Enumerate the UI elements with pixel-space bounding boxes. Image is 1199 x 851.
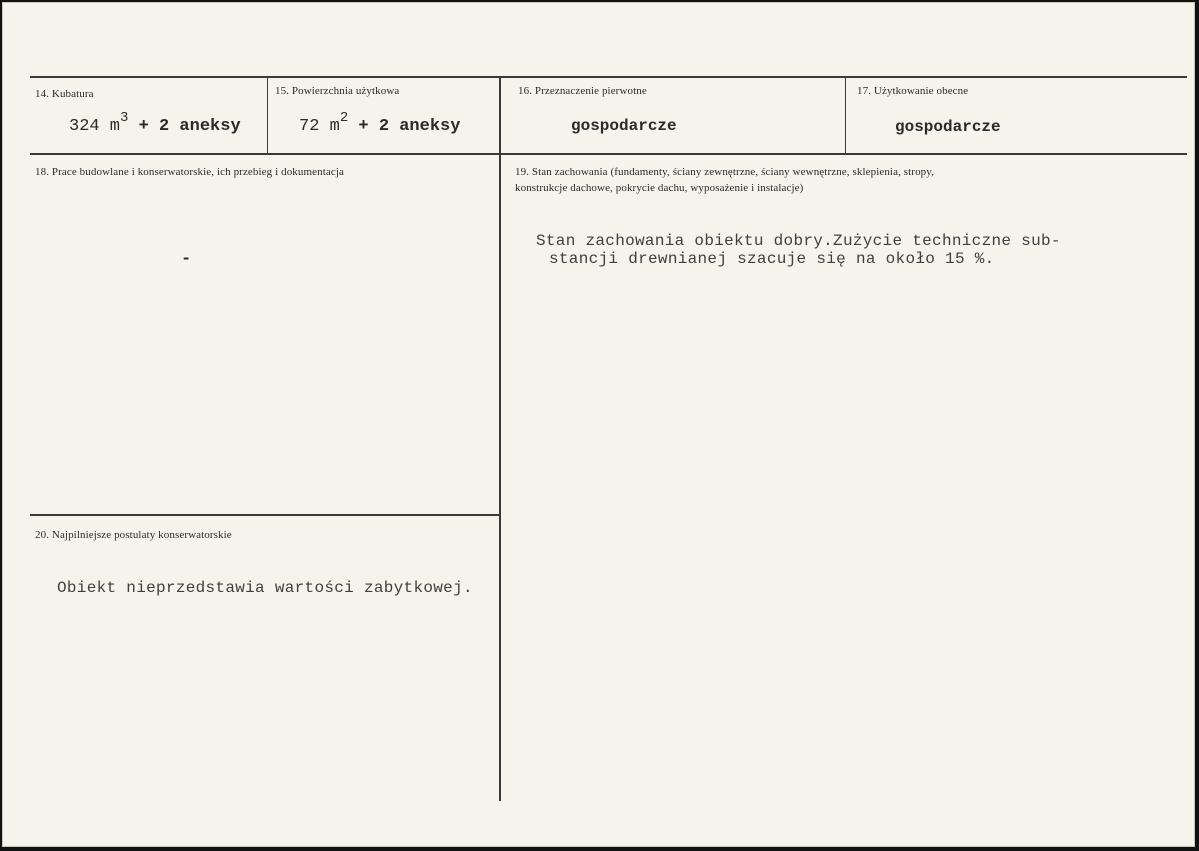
field-15-label: 15. Powierzchnia użytkowa — [275, 85, 400, 97]
field-18-label: 18. Prace budowlane i konserwatorskie, ich przebieg i dokumentacja — [35, 166, 344, 178]
divider-15-16 — [499, 77, 501, 801]
field-14-exponent: 3 — [120, 110, 129, 126]
field-20-label: 20. Najpilniejsze postulaty konserwatorskie — [35, 529, 232, 541]
divider-16-17 — [845, 77, 846, 154]
field-15-rest: + 2 aneksy — [358, 117, 461, 136]
field-15-exponent: 2 — [339, 110, 349, 126]
record-card — [2, 2, 1195, 847]
field-18-value: - — [181, 250, 192, 269]
field-14-number: 324 m — [69, 117, 121, 136]
divider-14-15 — [267, 77, 268, 154]
field-16-label: 16. Przeznaczenie pierwotne — [518, 85, 647, 97]
field-14-value — [69, 110, 241, 136]
field-17-label: 17. Użytkowanie obecne — [857, 85, 969, 97]
field-19-value-line1: Stan zachowania obiektu dobry.Zużycie techniczne sub- — [536, 232, 1061, 250]
field-15-value — [299, 110, 461, 136]
field-20-value: Obiekt nieprzedstawia wartości zabytkowej. — [57, 579, 473, 597]
field-15-number: 72 m — [299, 117, 340, 136]
field-19-label-line1: 19. Stan zachowania (fundamenty, ściany zewnętrzne, ściany wewnętrzne, sklepienia, stropy, — [515, 166, 935, 178]
field-14-label: 14. Kubatura — [35, 88, 94, 100]
top-rule — [30, 76, 1187, 78]
field-19-value-line2: stancji drewnianej szacuje się na około 15 %. — [549, 250, 995, 268]
field-16-value: gospodarcze — [571, 117, 677, 135]
field-14-rest: + 2 aneksy — [138, 117, 241, 136]
field-17-value: gospodarcze — [895, 118, 1001, 136]
row-rule — [30, 153, 1187, 155]
left-middle-rule — [30, 514, 500, 516]
field-19-label-line2: konstrukcje dachowe, pokrycie dachu, wyposażenie i instalacje) — [515, 182, 804, 194]
